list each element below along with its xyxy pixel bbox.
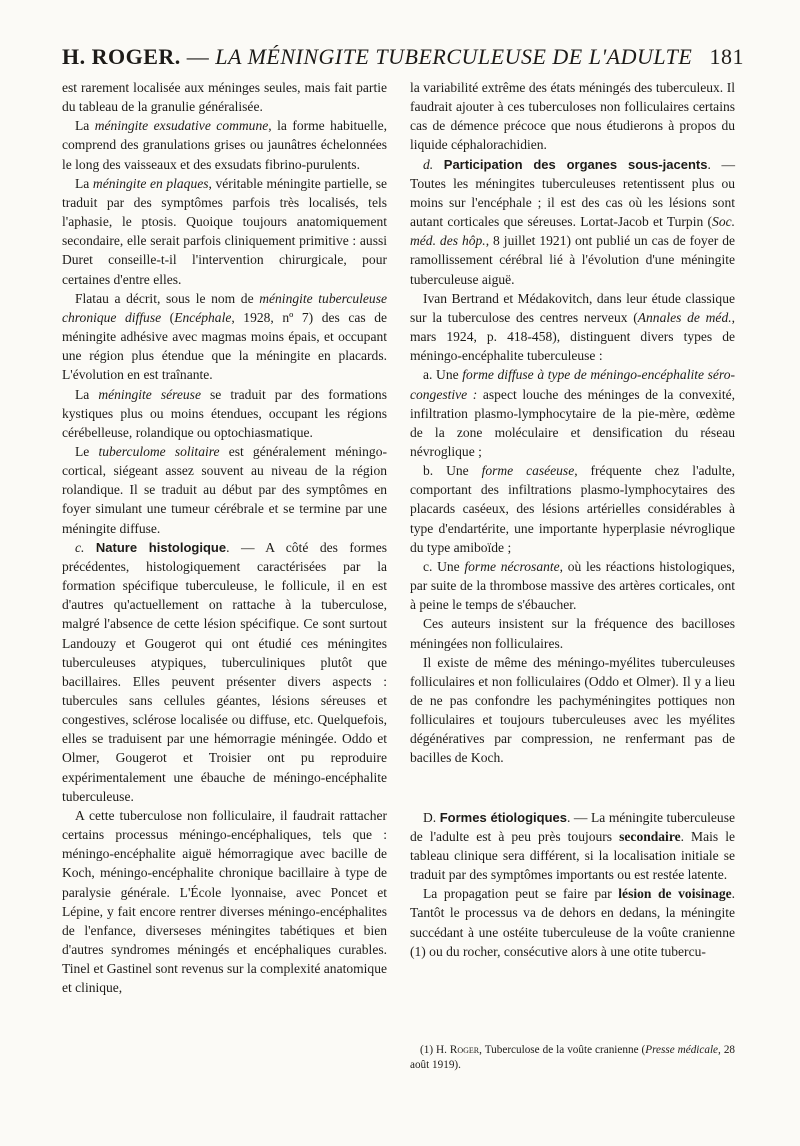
section-c: c. Nature histologique. — A côté des formes précédentes, histologiquement caractérisées par la formation spécifique tuberculeuse, le follicule, il en est d'autres qu'actuellement on rattache à la tuberculose, malgré l'absence de cette lésion spécifique. Ce sont surtout Landouzy et Gougerot qui ont étudié ces méningites tuberculeuses atypiques, tuberculiniques plutôt que bacillaires. Elles peuvent présenter divers aspects : tubercules sans cellules géantes, lésions séreuses et congestives, sclérose localisée ou diffuse, etc. Quelquefois, elles se traduisent par une hémorragie méningée. Oddo et Olmer, Gougerot et Troisier ont pu reproduire expérimentalement une ébauche de méningo-encéphalite tuberculeuse. [62, 539, 387, 804]
header-separator: — [180, 44, 216, 69]
section-d: d. Participation des organes sous-jacents. — Toutes les méningites tuberculeuses retentissent plus ou moins sur l'encéphale ; il est des cas où les lésions sont autant corticales que séreuses. Lortat-Jacob et Turpin (Soc. méd. des hôp., 8 juillet 1921) ont publié un cas de foyer de ramollissement cérébral lié à l'évolution d'une méningite tuberculeuse aiguë. [410, 156, 735, 287]
left-column [62, 78, 387, 998]
section-heading: Nature histologique [95, 539, 227, 555]
paragraph: est rarement localisée aux méninges seules, mais fait partie du tableau de la granulie généralisée. [62, 80, 387, 115]
paragraph: Le tuberculome solitaire est généralement méningo-cortical, siégeant assez souvent au niveau de la région rolandique. Il se traduit au début par des symptômes en foyer simulant une tumeur cérébrale et se termine par une méningite diffuse. [62, 443, 387, 536]
header-title [62, 44, 692, 70]
paragraph: La propagation peut se faire par lésion de voisinage. Tantôt le processus va de dehors en dedans, la méningite succédant à une ostéite tuberculeuse de la voûte cranienne (1) ou du rocher, consécutive alors à une otite tubercu- [410, 886, 735, 959]
section-heading: Formes étiologiques [439, 809, 567, 825]
section-gap [410, 768, 735, 808]
paragraph: Ivan Bertrand et Médakovitch, dans leur étude classique sur la tuberculose des centres nerveux (Annales de méd., mars 1924, p. 418-458), distinguent divers types de méningo-encéphalite tuberculeuse : [410, 290, 735, 364]
list-item: c. Une forme nécrosante, où les réactions histologiques, par suite de la thrombose massive des artères corticales, ont à peine le temps de s'ébaucher. [410, 558, 735, 613]
footnote-author: H. Roger [436, 1044, 480, 1056]
section-letter: D. [423, 809, 437, 825]
paragraph: La méningite exsudative commune, la forme habituelle, comprend des granulations grises ou jaunâtres échelonnées le long des vaisseaux et des exsudats fibrino-purulents. [62, 118, 387, 172]
footnote: (1) H. Roger, Tuberculose de la voûte cranienne (Presse médicale, 28 août 1919). [410, 1044, 736, 1071]
list-item: a. Une forme diffuse à type de méningo-encéphalite séro-congestive : aspect louche des méninges de la convexité, infiltration plasmo-lymphocytaire de la pie-mère, œdème de la zone moléculaire et densification du réseau névroglique ; [410, 367, 735, 459]
header-author: H. ROGER. [62, 44, 181, 69]
section-heading: Participation des organes sous-jacents [443, 156, 708, 172]
paragraph: La méningite en plaques, véritable méningite partielle, se traduit par des symptômes parfois très localisés, tels l'aphasie, le ptosis. Quoique toujours anatomiquement secondaire, elle serait parfois cliniquement primitive : aussi Duret conseille-t-il l'intervention chirurgicale, pour certaines d'entre elles. [62, 175, 387, 287]
paragraph: Ces auteurs insistent sur la fréquence des bacilloses méningées non folliculaires. [410, 616, 735, 651]
paragraph: la variabilité extrême des états méningés des tuberculeux. Il faudrait ajouter à ces tuberculoses non folliculaires certains cas de démence précoce que nous étudierons à propos du liquide céphalorachidien. [410, 80, 735, 153]
page-number: 181 [709, 44, 744, 69]
section-letter: d. [423, 156, 434, 172]
list-item: b. Une forme caséeuse, fréquente chez l'adulte, comportant des infiltrations plasmo-lymphocytaires des placards caséeux, des lésions artérielles considérables à type d'endartérite, une importante hyperplasie névroglique du type amiboïde ; [410, 463, 735, 555]
section-D: D. Formes étiologiques. — La méningite tuberculeuse de l'adulte est à peu près toujours secondaire. Mais le tableau clinique sera différent, si la localisation initiale se traduit par des symptômes importants ou est restée latente. [410, 809, 735, 883]
paragraph: Il existe de même des méningo-myélites tuberculeuses folliculaires et non folliculaires (Oddo et Olmer). Il y a lieu de ne pas confondre les pachyméningites pottiques non folliculaires et toujours tuberculeuses avec les myélites dégénératives par compression, ne renfermant pas de bacilles de Koch. [410, 654, 735, 766]
paragraph: La méningite séreuse se traduit par des formations kystiques plus ou moins étendues, occupant les régions cérébelleuse, rolandique ou optochiasmatique. [62, 386, 387, 440]
paragraph: A cette tuberculose non folliculaire, il faudrait rattacher certains processus méningo-encéphaliques, tels que : méningo-encéphalite aiguë hémorragique avec bacille de Koch, méningo-encéphalite chronique bacillaire à type de paralysie générale. L'École lyonnaise, avec Poncet et Lépine, y fait encore rentrer diverses méningo-encéphalites de l'enfance, diverseses méningites tabétiques et bien d'autres syndromes méningés et encéphaliques curables. Tinel et Gastinel sont revenus sur la complexité anatomique et clinique, [62, 807, 387, 996]
header-book-title: LA MÉNINGITE TUBERCULEUSE DE L'ADULTE [215, 44, 693, 69]
paragraph: Flatau a décrit, sous le nom de méningite tuberculeuse chronique diffuse (Encéphale, 1928, nº 7) des cas de méningite adhésive avec magmas moins épais, et occupant une région plus étendue que la méningite en placards. L'évolution en est traînante. [62, 290, 387, 383]
section-letter: c. [75, 539, 85, 555]
right-column [410, 78, 735, 961]
running-header [62, 40, 744, 72]
